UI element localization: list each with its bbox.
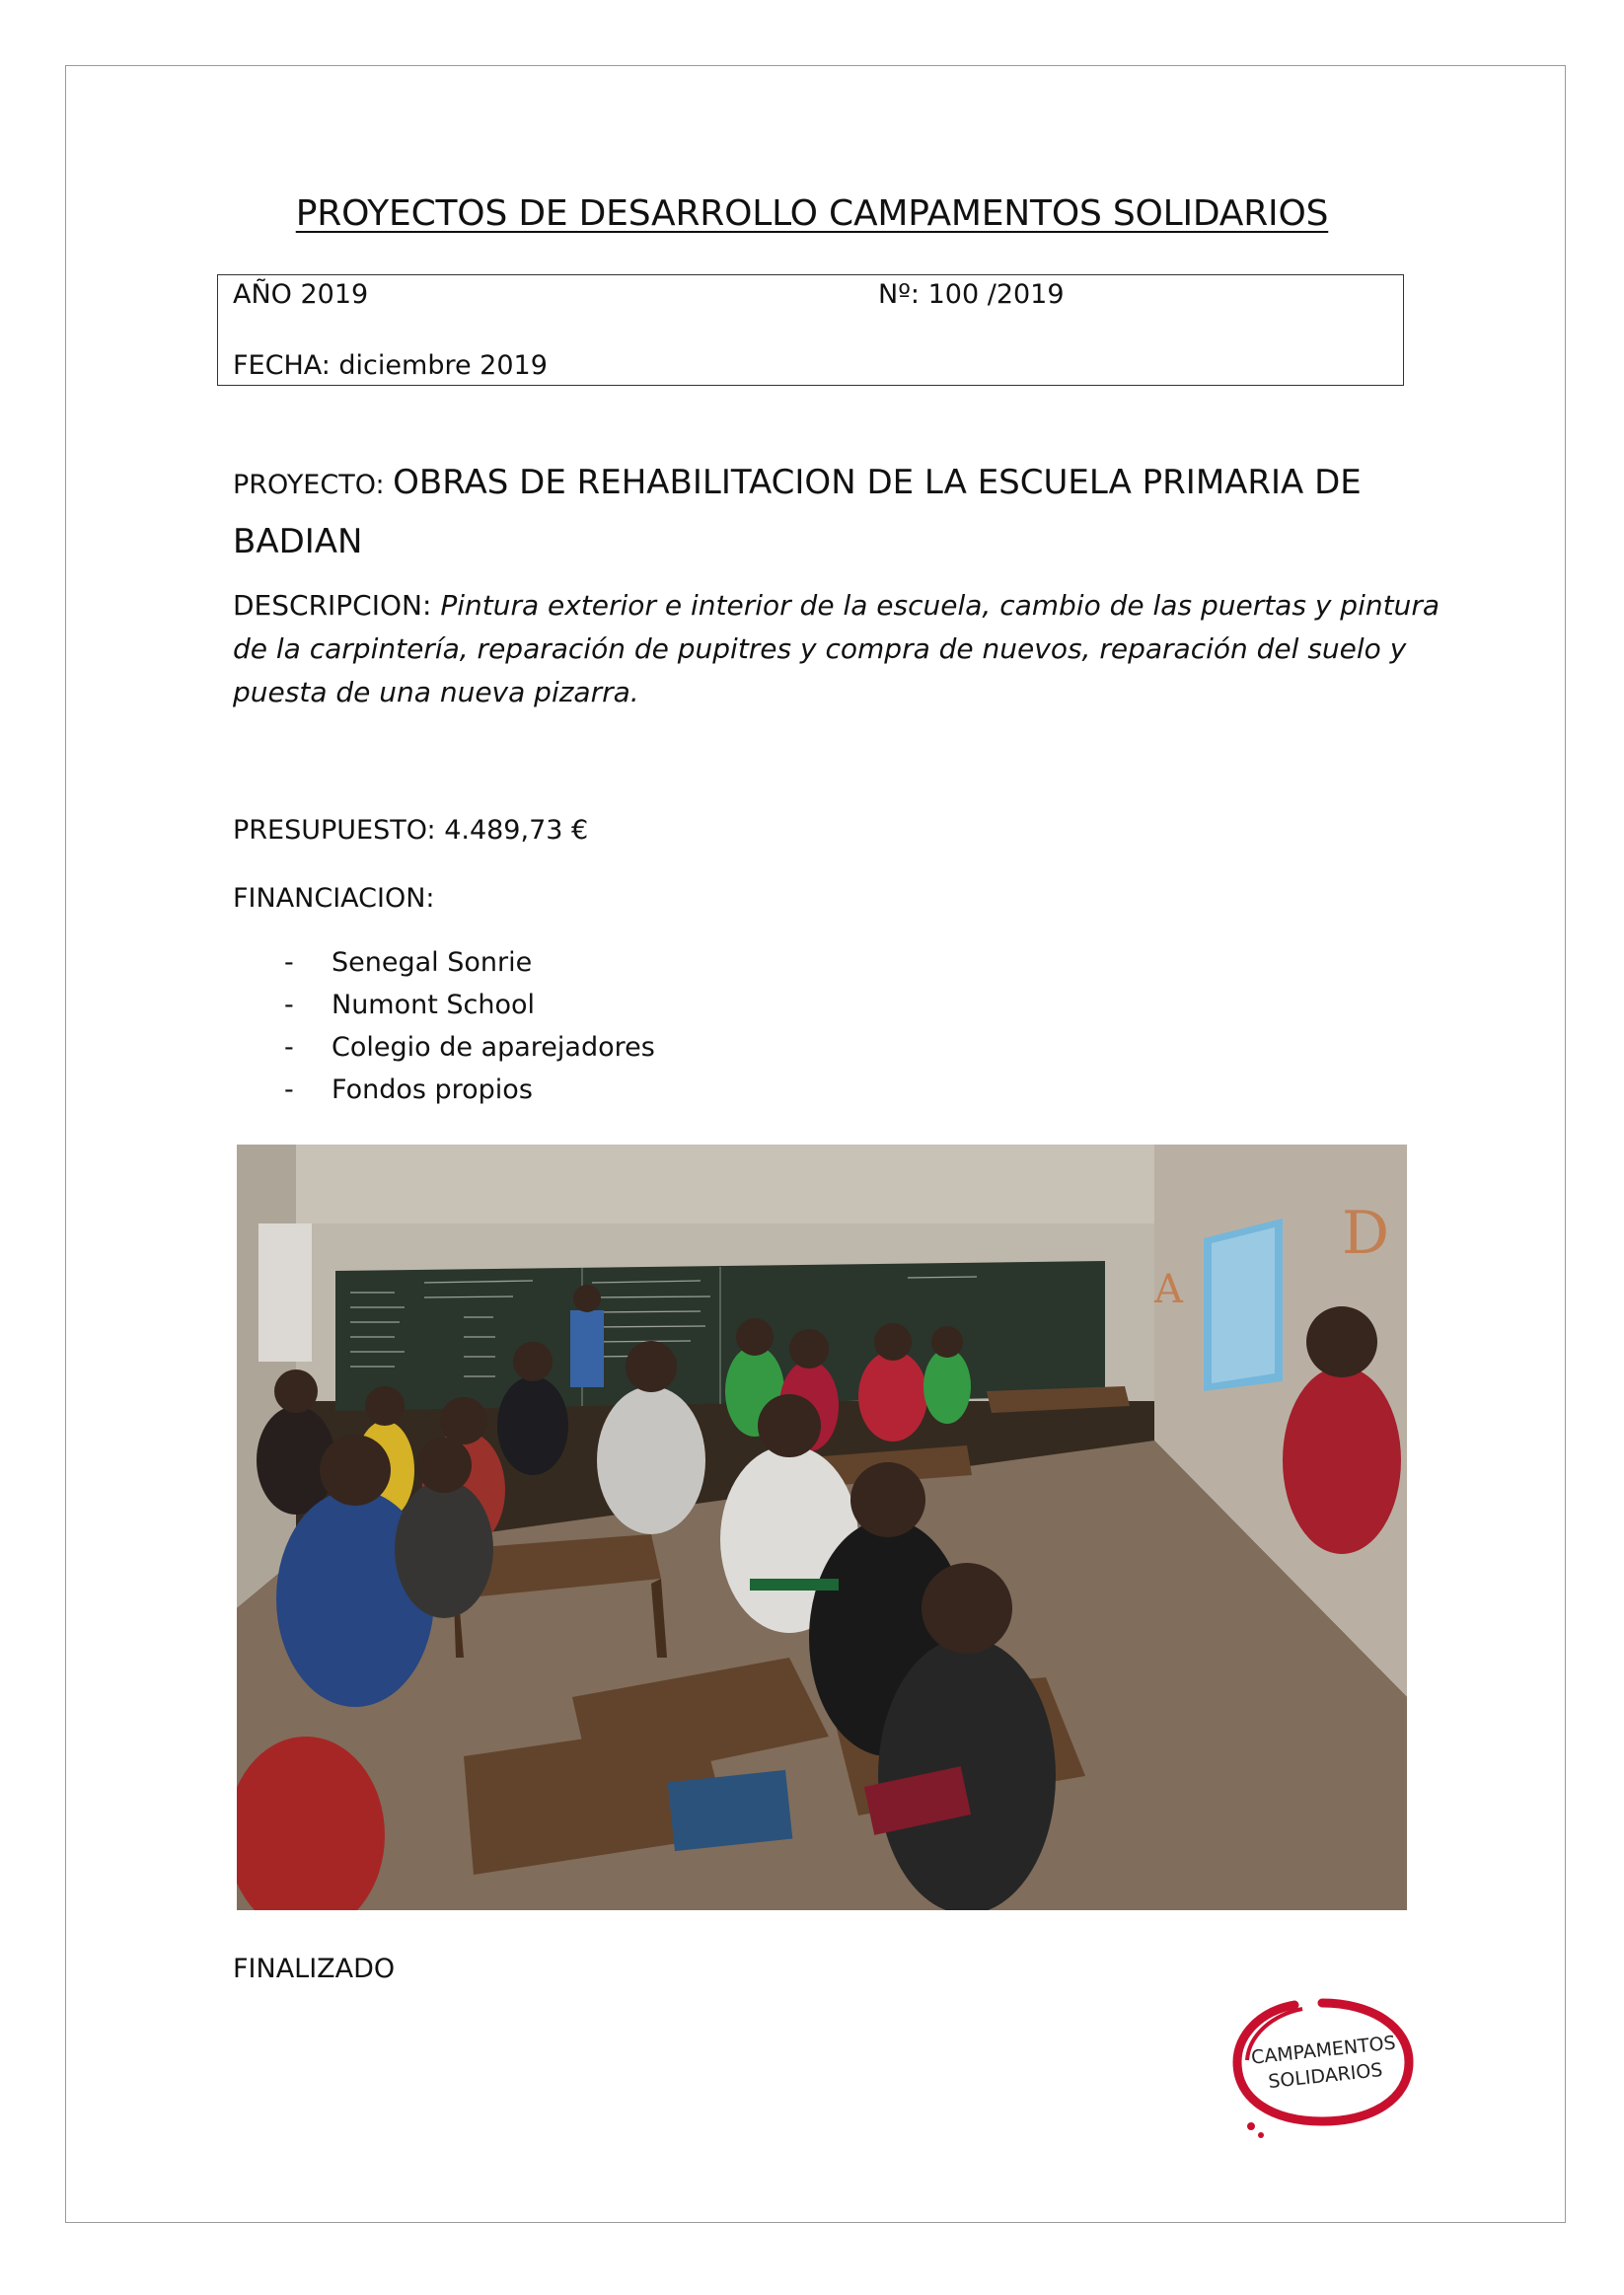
description-block	[233, 584, 1446, 714]
list-item	[233, 990, 923, 1032]
year-label: AÑO 2019	[233, 279, 369, 310]
description-label: DESCRIPCION:	[233, 589, 441, 622]
list-item	[233, 947, 923, 990]
funder-name: Colegio de aparejadores	[332, 1032, 655, 1063]
project-value: OBRAS DE REHABILITACION DE LA ESCUELA PRIMARIA DE BADIAN	[233, 463, 1362, 561]
project-label: PROYECTO:	[233, 470, 394, 500]
list-item	[233, 1074, 923, 1117]
funder-name: Fondos propios	[332, 1074, 533, 1105]
logo-line1: CAMPAMENTOS	[1250, 2032, 1397, 2069]
list-item	[233, 1032, 923, 1074]
classroom-photo	[237, 1145, 1407, 1910]
status-text: FINALIZADO	[233, 1954, 396, 1984]
svg-text:D: D	[1342, 1199, 1390, 1268]
date-label: FECHA: diciembre 2019	[233, 350, 548, 381]
budget-line: PRESUPUESTO: 4.489,73 €	[233, 815, 589, 846]
svg-text:A: A	[1154, 1267, 1183, 1312]
financing-label: FINANCIACION:	[233, 883, 435, 914]
number-label: Nº: 100 /2019	[878, 279, 1065, 310]
list-dash: -	[284, 1074, 294, 1105]
description-value: Pintura exterior e interior de la escuela, cambio de las puertas y pintura de la carpintería, reparación de pupitres y compra de nuevos, reparación del suelo y puesta de una nueva pizarra.	[233, 589, 1439, 708]
list-dash: -	[284, 990, 294, 1020]
logo-line2: SOLIDARIOS	[1267, 2059, 1384, 2094]
campamentos-solidarios-logo	[1223, 1995, 1421, 2143]
project-line	[233, 456, 1446, 574]
list-dash: -	[284, 1032, 294, 1063]
document-title: PROYECTOS DE DESARROLLO CAMPAMENTOS SOLIDARIOS	[295, 193, 1329, 234]
funder-name: Senegal Sonrie	[332, 947, 533, 978]
funder-name: Numont School	[332, 990, 536, 1020]
list-dash: -	[284, 947, 294, 978]
financing-list	[233, 947, 923, 1117]
